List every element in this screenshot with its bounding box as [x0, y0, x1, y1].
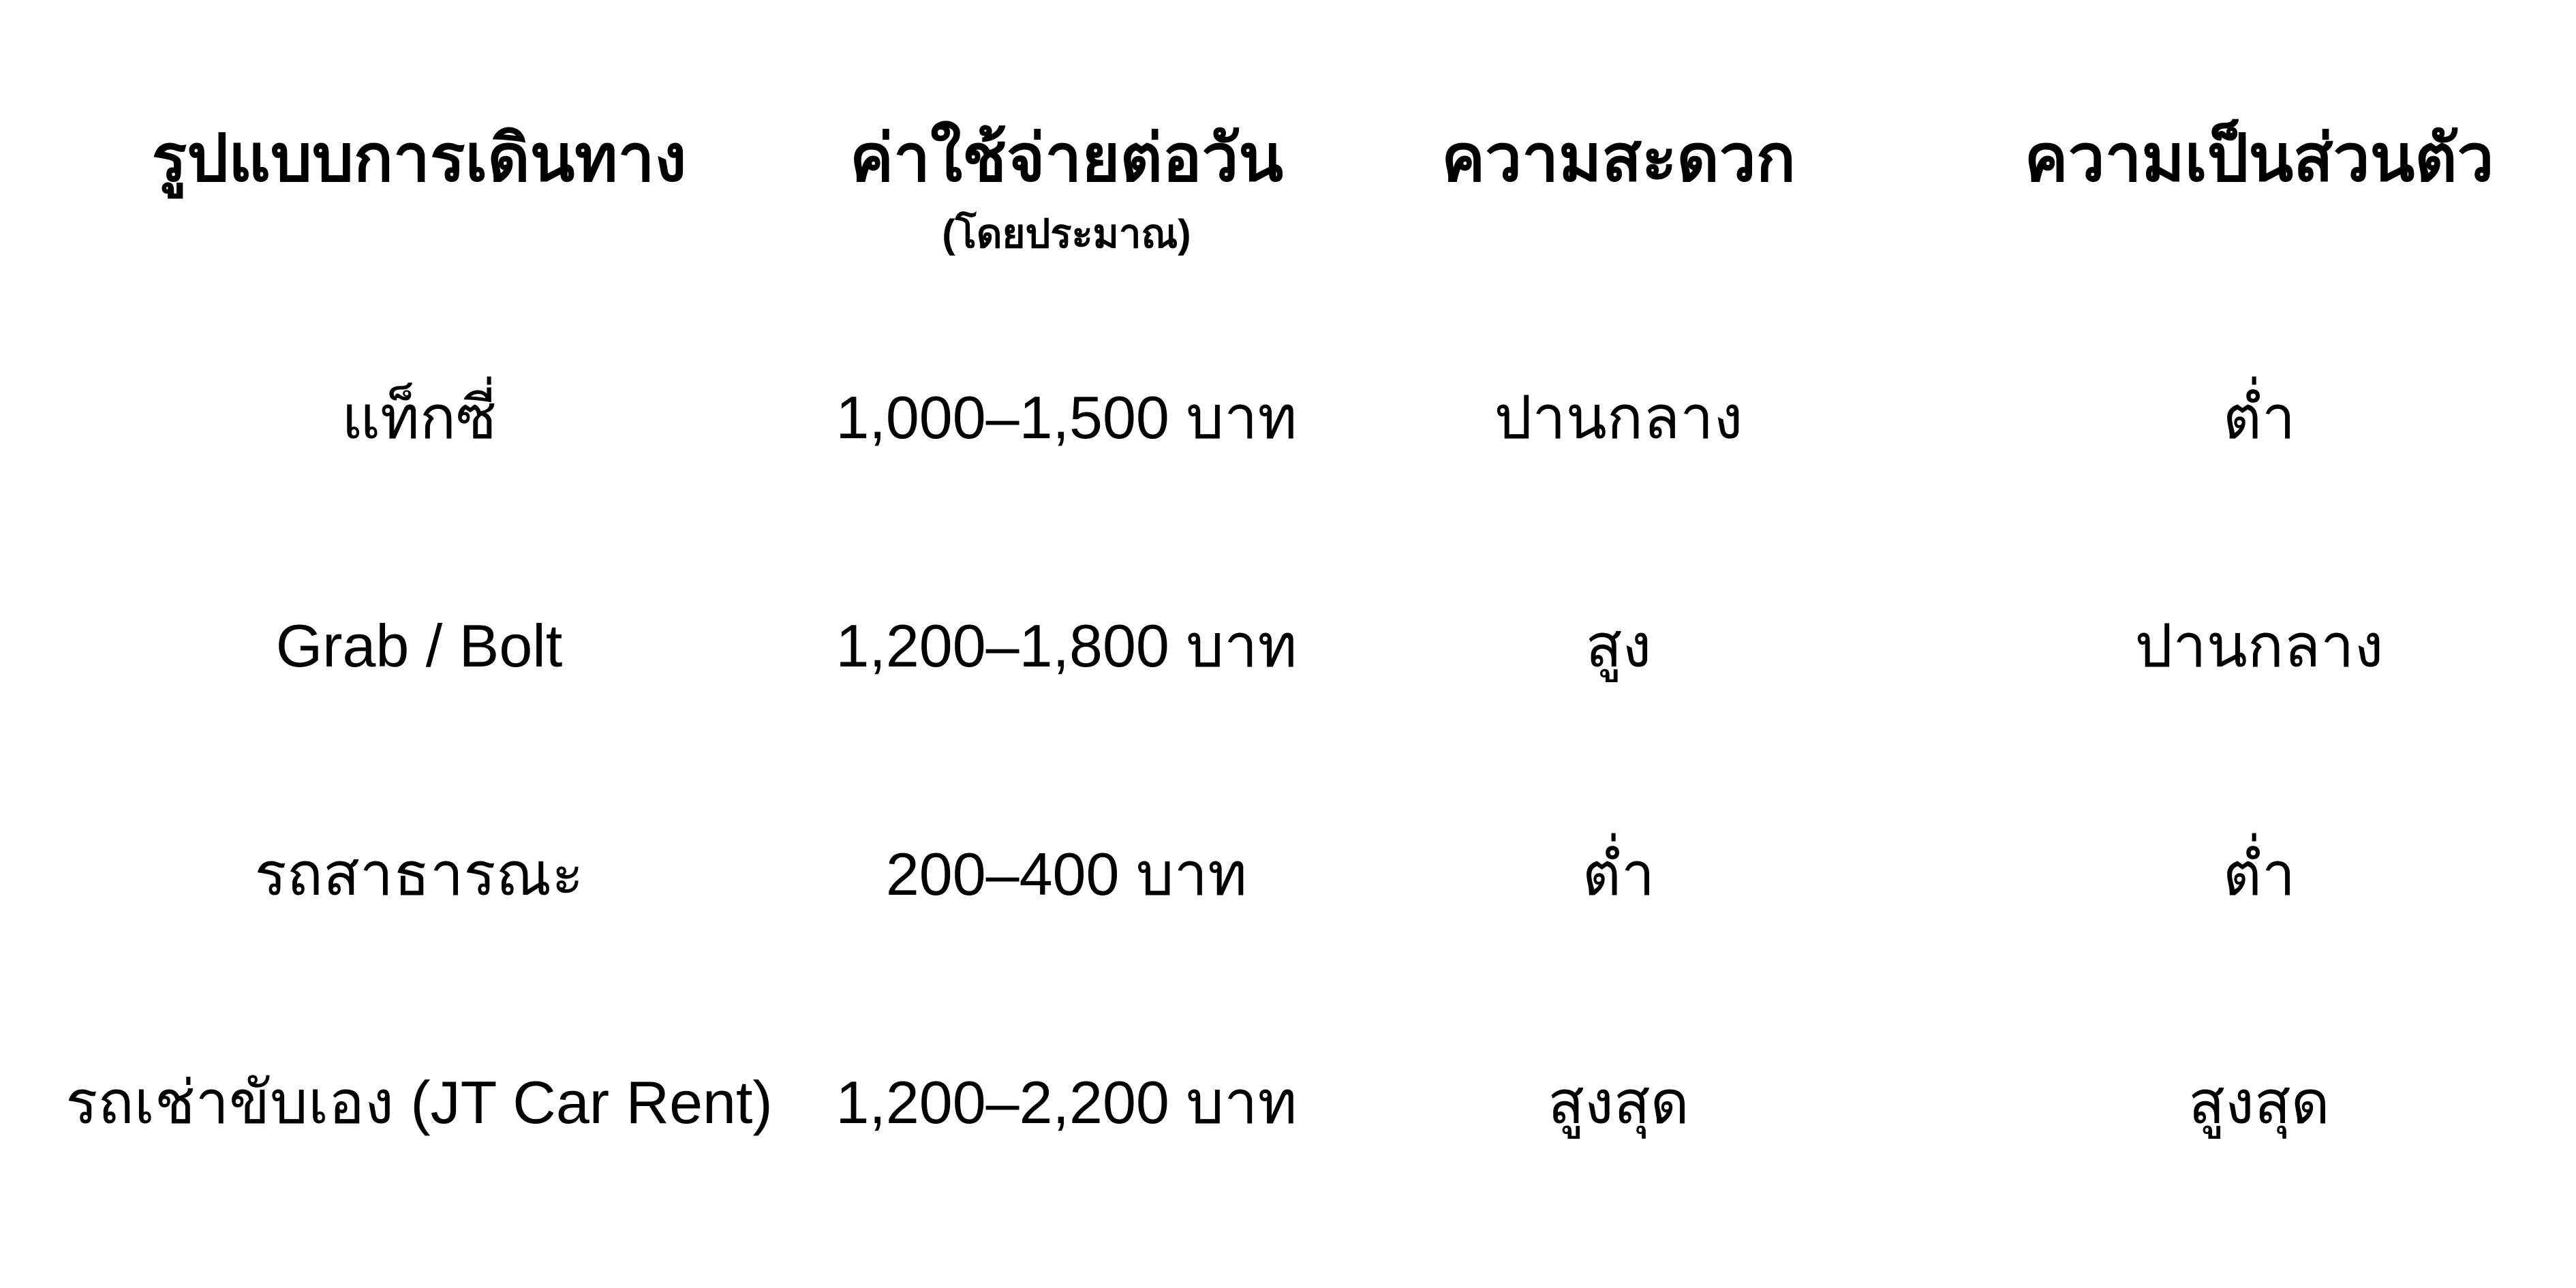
header-privacy-label: ความเป็นส่วนตัว: [2024, 122, 2494, 195]
row-taxi-convenience: ปานกลาง: [1494, 383, 1743, 451]
header-privacy: [1942, 0, 2576, 303]
header-cost-per-day-label: ค่าใช้จ่ายต่อวัน: [849, 122, 1284, 195]
row-public-transport-privacy: ต่ำ: [2222, 840, 2296, 908]
row-grab-bolt-mode: Grab / Bolt: [275, 611, 563, 679]
row-taxi-cost: 1,000–1,500 บาท: [835, 383, 1298, 451]
row-self-drive-rental-mode: รถเช่าขับเอง (JT Car Rent): [65, 1068, 773, 1136]
row-self-drive-rental-convenience: สูงสุด: [1548, 1068, 1689, 1136]
row-taxi-privacy: ต่ำ: [2222, 383, 2296, 451]
header-travel-mode: [0, 0, 838, 303]
header-cost-per-day: [838, 0, 1295, 303]
row-grab-bolt-cost: 1,200–1,800 บาท: [835, 611, 1298, 679]
header-convenience-label: ความสะดวก: [1441, 122, 1796, 195]
row-public-transport-mode: รถสาธารณะ: [254, 840, 584, 908]
row-self-drive-rental-cost: 1,200–2,200 บาท: [835, 1068, 1298, 1136]
row-self-drive-rental-privacy: สูงสุด: [2188, 1068, 2330, 1136]
row-taxi-mode: แท็กซี่: [341, 383, 497, 451]
row-grab-bolt-convenience: สูง: [1585, 611, 1652, 679]
header-convenience: [1295, 0, 1942, 303]
header-travel-mode-label: รูปแบบการเดินทาง: [151, 122, 687, 195]
row-grab-bolt-privacy: ปานกลาง: [2134, 611, 2384, 679]
row-public-transport-cost: 200–400 บาท: [885, 840, 1248, 908]
header-cost-per-day-subtext: (โดยประมาณ): [942, 212, 1191, 256]
row-public-transport-convenience: ต่ำ: [1582, 840, 1655, 908]
